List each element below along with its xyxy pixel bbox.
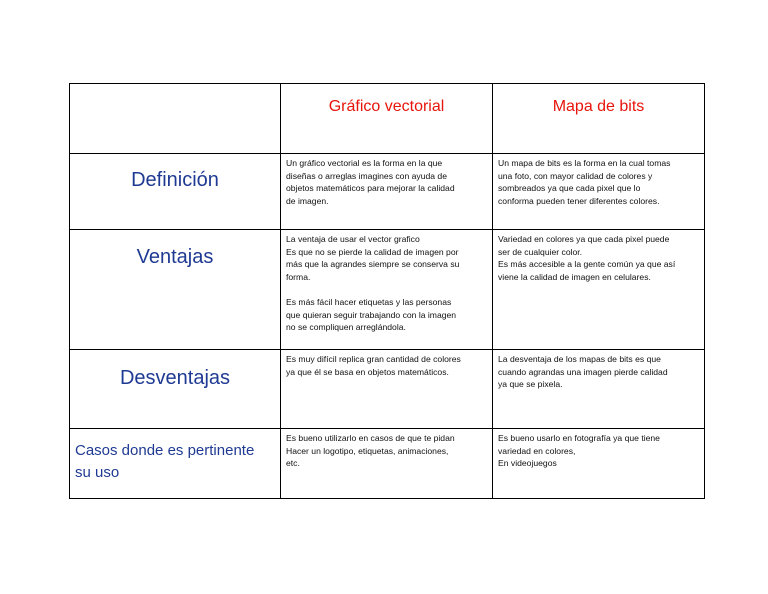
table-row-desventajas bbox=[70, 350, 705, 429]
table-header-row bbox=[70, 84, 705, 154]
cell-desventajas-vectorial: Es muy difícil replica gran cantidad de colores ya que él se basa en objetos matemáticos. bbox=[281, 350, 493, 429]
header-grafico-vectorial: Gráfico vectorial bbox=[281, 84, 493, 154]
row-label-casos: Casos donde es pertinente su uso bbox=[70, 429, 281, 499]
cell-ventajas-vectorial: La ventaja de usar el vector grafico Es que no se pierde la calidad de imagen por más que la agrandes siempre se conserva su forma. Es más fácil hacer etiquetas y las personas que quieran seguir trabajando con la imagen no se compliquen arreglándola. bbox=[281, 230, 493, 350]
cell-definicion-bits: Un mapa de bits es la forma en la cual tomas una foto, con mayor calidad de colores y sombreados ya que cada pixel que lo conforma pueden tener diferentes colores. bbox=[493, 154, 705, 230]
row-label-definicion: Definición bbox=[70, 154, 281, 230]
row-label-desventajas: Desventajas bbox=[70, 350, 281, 429]
comparison-table bbox=[69, 83, 705, 499]
row-label-ventajas: Ventajas bbox=[70, 230, 281, 350]
table-row-definicion bbox=[70, 154, 705, 230]
cell-casos-bits: Es bueno usarlo en fotografía ya que tiene variedad en colores, En videojuegos bbox=[493, 429, 705, 499]
cell-desventajas-bits: La desventaja de los mapas de bits es que cuando agrandas una imagen pierde calidad ya que se pixela. bbox=[493, 350, 705, 429]
header-empty-cell bbox=[70, 84, 281, 154]
cell-definicion-vectorial: Un gráfico vectorial es la forma en la que diseñas o arreglas imagines con ayuda de objetos matemáticos para mejorar la calidad de imagen. bbox=[281, 154, 493, 230]
table-row-casos bbox=[70, 429, 705, 499]
cell-casos-vectorial: Es bueno utilizarlo en casos de que te pidan Hacer un logotipo, etiquetas, animaciones, etc. bbox=[281, 429, 493, 499]
cell-ventajas-bits: Variedad en colores ya que cada pixel puede ser de cualquier color. Es más accesible a la gente común ya que así viene la calidad de imagen en celulares. bbox=[493, 230, 705, 350]
table-row-ventajas bbox=[70, 230, 705, 350]
header-mapa-de-bits: Mapa de bits bbox=[493, 84, 705, 154]
